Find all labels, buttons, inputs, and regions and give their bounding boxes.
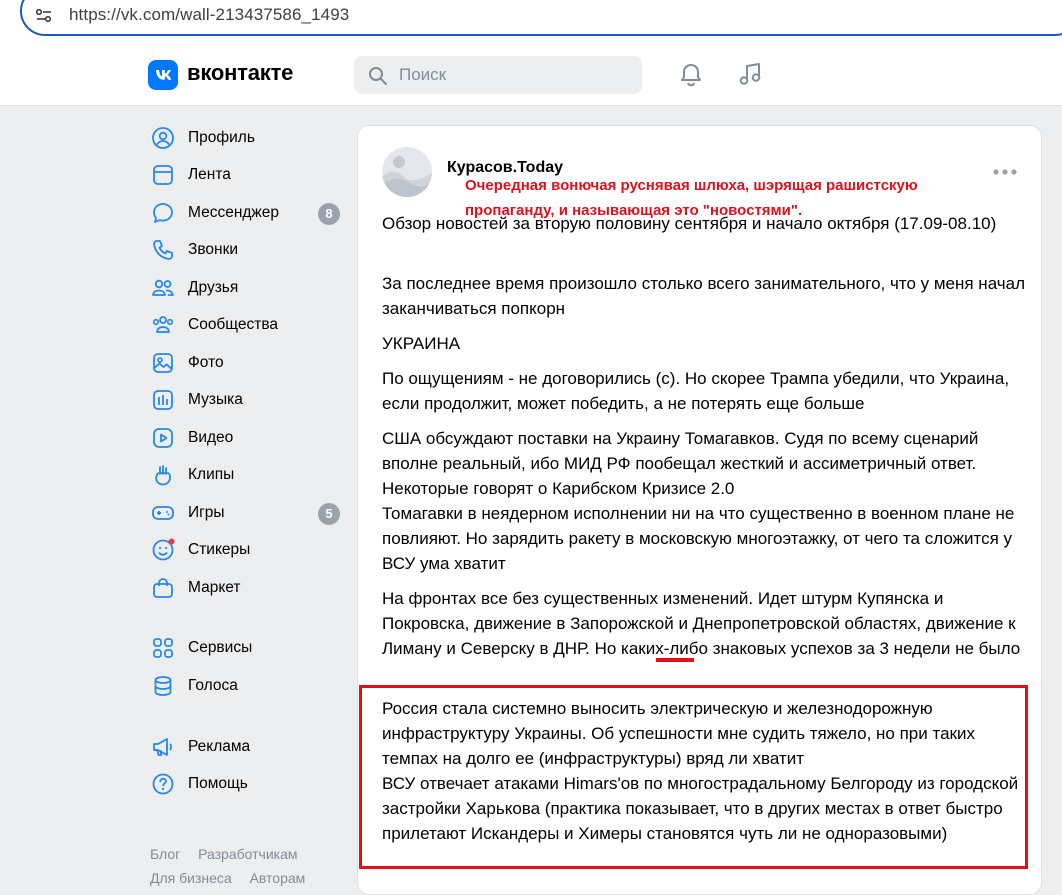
nav-label: Клипы	[188, 466, 235, 483]
photo-icon	[151, 351, 175, 375]
url-text[interactable]: https://vk.com/wall-213437586_1493	[69, 5, 350, 24]
nav-item-ads[interactable]	[150, 730, 345, 764]
music-icon	[151, 388, 175, 412]
vk-header	[0, 44, 1062, 106]
messenger-icon	[151, 201, 175, 225]
votes-icon	[151, 674, 175, 698]
annotation-line: Очередная вонючая руснявая шлюха, шэрящая рашистскую	[465, 177, 918, 194]
nav-label: Мессенджер	[188, 204, 280, 221]
nav-label: Друзья	[188, 279, 239, 296]
red-annotation-text	[465, 173, 985, 223]
search-input[interactable]	[354, 56, 642, 94]
site-settings-icon[interactable]	[34, 6, 54, 26]
nav-label: Лента	[188, 166, 231, 183]
nav-label: Голоса	[188, 677, 238, 694]
post-paragraph: Россия стала системно выносить электрическую и железнодорожную инфраструктуру Украины. Об успешности мне судить тяжело, но при таких темпах на долго ее (инфраструктуры) вряд ли хватит	[382, 699, 975, 768]
friends-icon	[151, 276, 175, 300]
market-icon	[151, 576, 175, 600]
post-paragraph: Томагавки в неядерном исполнении ни на что существенно в военном плане не повлияют. Но зарядить ракету в московскую многоэтажку, от чего та сложится у ВСУ ума хватит	[382, 504, 1015, 573]
nav-item-services[interactable]	[150, 631, 345, 665]
vk-logo-icon[interactable]	[148, 60, 178, 90]
nav-item-games[interactable]	[150, 496, 345, 530]
bell-icon[interactable]	[677, 61, 705, 89]
nav-item-profile[interactable]	[150, 121, 345, 155]
sidebar-footer-links-2	[150, 870, 319, 886]
annotation-line: пропаганду, и называющая это "новостями".	[465, 202, 803, 219]
nav-item-messenger[interactable]	[150, 196, 345, 230]
post-paragraph: США обсуждают поставки на Украину Томагавков. Судя по всему сценарий вполне реальный, ибо МИД РФ пообещал жесткий и ассиметричный ответ. Некоторые говорят о Карибском Кризисе 2.0	[382, 429, 979, 498]
ads-icon	[151, 735, 175, 759]
video-icon	[151, 426, 175, 450]
nav-label: Сервисы	[188, 639, 253, 656]
nav-item-stickers[interactable]	[150, 533, 345, 567]
browser-address-bar	[0, 0, 1062, 44]
music-note-icon[interactable]	[736, 60, 764, 88]
post-paragraph: Обзор новостей за вторую половину сентября и начало октября (17.09-08.10)	[382, 214, 997, 233]
nav-label: Маркет	[188, 579, 241, 596]
footer-link-business[interactable]: Для бизнеса	[150, 870, 232, 886]
help-icon	[151, 772, 175, 796]
nav-label: Музыка	[188, 391, 243, 408]
nav-label: Профиль	[188, 129, 255, 146]
nav-item-video[interactable]	[150, 421, 345, 455]
nav-label: Звонки	[188, 241, 239, 258]
nav-label: Сообщества	[188, 316, 279, 333]
post-paragraph: За последнее время произошло столько всего занимательного, что у меня начал заканчиваться попкорн	[382, 274, 1026, 318]
nav-label: Видео	[188, 429, 234, 446]
dnr-red-underline	[656, 658, 694, 662]
post-section-heading: УКРАИНА	[382, 334, 461, 353]
nav-item-music[interactable]	[150, 383, 345, 417]
footer-link-authors[interactable]: Авторам	[249, 870, 306, 886]
more-options-icon[interactable]	[992, 168, 1018, 176]
sidebar-footer-links	[150, 846, 312, 862]
nav-label: Фото	[188, 354, 224, 371]
services-icon	[151, 636, 175, 660]
footer-link-blog[interactable]: Блог	[150, 846, 181, 862]
search-placeholder: Поиск	[399, 65, 447, 84]
nav-item-communities[interactable]	[150, 308, 345, 342]
post-paragraph: ВСУ отвечает атаками Himars'ов по многострадальному Белгороду из городской застройки Харькова (практика показывает, что в других местах в ответ быстро прилетают Искандеры и Химеры становятся чуть ли не одноразовыми)	[382, 774, 1019, 843]
games-badge: 5	[318, 503, 340, 525]
nav-item-calls[interactable]	[150, 233, 345, 267]
phone-icon	[151, 238, 175, 262]
nav-item-help[interactable]	[150, 767, 345, 801]
stickers-icon	[151, 538, 175, 562]
nav-item-friends[interactable]	[150, 271, 345, 305]
nav-label: Стикеры	[188, 541, 251, 558]
communities-icon	[151, 313, 175, 337]
nav-label: Помощь	[188, 775, 248, 792]
nav-item-news[interactable]	[150, 158, 345, 192]
search-icon	[368, 66, 388, 86]
vk-logo-text[interactable]: вконтакте	[187, 60, 294, 85]
post-paragraph: На фронтах все без существенных изменений. Идет штурм Купянска и Покровска, движение в Запорожской и Днепропетровской областях, движение к Лиману и Северску в ДНР. Но каких-либо знаковых успехов за 3 недели не было	[382, 589, 1021, 658]
footer-link-developers[interactable]: Разработчикам	[198, 846, 298, 862]
post-paragraph: По ощущениям - не договорились (с). Но скорее Трампа убедили, что Украина, если продолжит, может победить, а не потерять еще больше	[382, 369, 1010, 413]
post-author-name[interactable]: Курасов.Today	[447, 159, 564, 176]
nav-item-photos[interactable]	[150, 346, 345, 380]
clips-icon	[151, 463, 175, 487]
nav-label: Игры	[188, 504, 225, 521]
games-icon	[151, 501, 175, 525]
nav-item-market[interactable]	[150, 571, 345, 605]
nav-item-votes[interactable]	[150, 669, 345, 703]
unread-badge: 8	[318, 203, 340, 225]
nav-item-clips[interactable]	[150, 458, 345, 492]
news-icon	[151, 163, 175, 187]
red-highlight-frame	[359, 685, 1028, 869]
profile-icon	[151, 126, 175, 150]
author-avatar[interactable]	[382, 147, 432, 197]
nav-label: Реклама	[188, 738, 251, 755]
